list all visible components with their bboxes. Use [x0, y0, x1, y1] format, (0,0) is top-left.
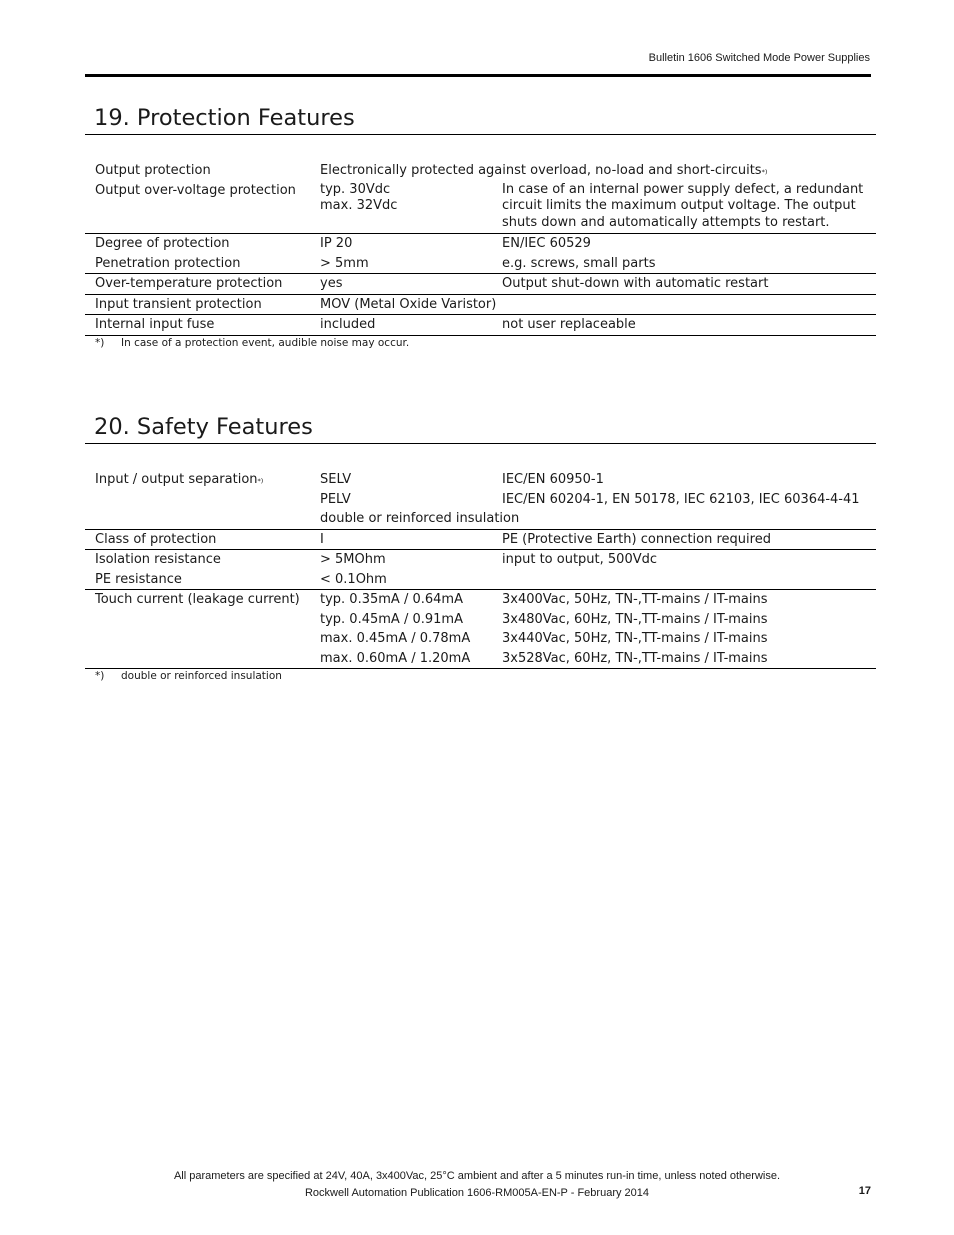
table-row: [85, 294, 876, 315]
row-note: EN/IEC 60529: [502, 236, 591, 251]
row-label: Output protection: [95, 163, 211, 178]
running-header: Bulletin 1606 Switched Mode Power Supplies: [648, 52, 870, 64]
table-row: [85, 470, 876, 490]
row-value: double or reinforced insulation: [310, 509, 876, 529]
table-row: [85, 234, 876, 254]
table-row: [85, 490, 876, 510]
row-note: 3x400Vac, 50Hz, TN-,TT-mains / IT-mains: [502, 592, 768, 607]
row-label: Input transient protection: [85, 294, 310, 315]
row-label: Class of protection: [85, 529, 310, 550]
header-rule: [85, 74, 871, 77]
row-label: Output over-voltage protection: [85, 181, 310, 234]
row-value: Electronically protected against overload, no-load and short-circuits*): [320, 163, 768, 178]
table-row: [85, 274, 876, 295]
protection-section: [85, 104, 876, 349]
table-row: [85, 590, 876, 610]
row-label: Degree of protection: [95, 236, 230, 251]
row-value: yes: [310, 274, 492, 295]
row-value: > 5mm: [310, 254, 492, 274]
table-row: [85, 509, 876, 529]
row-note: e.g. screws, small parts: [492, 254, 876, 274]
row-note: 3x480Vac, 60Hz, TN-,TT-mains / IT-mains: [502, 611, 768, 627]
table-row: [85, 610, 876, 630]
row-value: < 0.1Ohm: [310, 570, 492, 590]
safety-footnote: *) double or reinforced insulation: [95, 670, 282, 682]
row-label: Isolation resistance: [95, 552, 221, 567]
safety-heading: 20. Safety Features: [85, 413, 876, 444]
row-value: included: [310, 315, 492, 336]
footer-note: All parameters are specified at 24V, 40A, 3x400Vac, 25°C ambient and after a 5 minutes run-in time, unless noted otherwise.: [173, 1170, 781, 1182]
row-label: Touch current (leakage current): [95, 592, 300, 607]
row-value: > 5MOhm: [320, 552, 386, 567]
row-value: PELV: [320, 491, 351, 507]
protection-table: [85, 161, 876, 336]
row-value: SELV: [320, 472, 352, 487]
row-value: I: [310, 529, 492, 550]
row-note: input to output, 500Vdc: [502, 552, 658, 567]
table-row: [85, 529, 876, 550]
row-label: Over-temperature protection: [85, 274, 310, 295]
table-row: [85, 649, 876, 669]
footer-publication: Rockwell Automation Publication 1606-RM005A-EN-P - February 2014: [304, 1186, 650, 1199]
table-row: [85, 161, 876, 181]
row-label: Penetration protection: [85, 254, 310, 274]
protection-heading: 19. Protection Features: [85, 104, 876, 135]
row-label: Input / output separation*): [95, 472, 264, 487]
row-note: 3x440Vac, 50Hz, TN-,TT-mains / IT-mains: [502, 631, 768, 646]
table-row: [85, 254, 876, 274]
row-note: IEC/EN 60204-1, EN 50178, IEC 62103, IEC 60364-4-41: [502, 491, 860, 507]
row-value: IP 20: [320, 236, 353, 251]
row-note: In case of an internal power supply defect, a redundant circuit limits the maximum output voltage. The output shuts down and automatically attempts to restart.: [492, 181, 876, 234]
row-note: PE (Protective Earth) connection required: [492, 529, 876, 550]
row-value: max. 0.45mA / 0.78mA: [320, 631, 471, 646]
row-label: PE resistance: [85, 570, 310, 590]
page-number: 17: [858, 1185, 871, 1197]
table-row: [85, 315, 876, 336]
protection-footnote: *) In case of a protection event, audible noise may occur.: [95, 336, 410, 349]
safety-table: [85, 470, 876, 669]
row-note: Output shut-down with automatic restart: [492, 274, 876, 295]
row-value: typ. 30Vdc max. 32Vdc: [310, 181, 492, 234]
row-value: max. 0.60mA / 1.20mA: [310, 649, 492, 669]
page-footer: [0, 1168, 954, 1201]
row-label: Internal input fuse: [85, 315, 310, 336]
table-row: [85, 570, 876, 590]
row-note: 3x528Vac, 60Hz, TN-,TT-mains / IT-mains: [492, 649, 876, 669]
safety-section: [85, 413, 876, 682]
row-value: typ. 0.35mA / 0.64mA: [320, 592, 463, 607]
row-value: MOV (Metal Oxide Varistor): [310, 294, 876, 315]
row-note: IEC/EN 60950-1: [502, 472, 604, 487]
table-row: [85, 181, 876, 234]
table-row: [85, 550, 876, 570]
table-row: [85, 629, 876, 649]
row-note: not user replaceable: [492, 315, 876, 336]
row-value: typ. 0.45mA / 0.91mA: [320, 611, 463, 627]
